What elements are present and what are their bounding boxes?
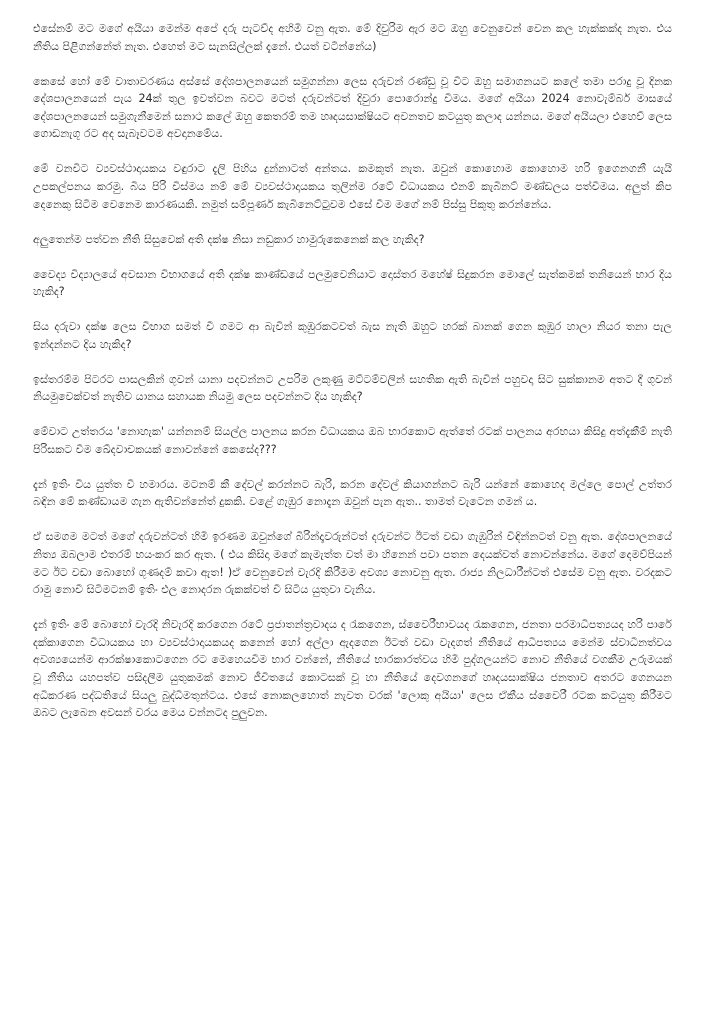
paragraph-9: දැන් ඉතිං විය යුත්ත වී හමාරය. මටනම් කී දේවල් කරන්නට බැරි, කරන දේවල් කියාගන්නට බැරි යන්නේ කොහෙද මල්ලෙ පොල් උත්තර බඳින මේ කණ්ඩායම ගැන ඇතිවන්නේත් දුකකි. වළේ ගැඹුර නොදැන ඔවුන් පැන ඇත.. තාමත් වැටෙන ගමන් ය. <box>33 477 672 509</box>
paragraph-3: මේ වනවිට ව්‍යවස්ථාදායකය වඳුරාට දැලි පිහිය දුන්නාටත් අන්තය. කමකුත් නැත. ඔවුන් කොහොම කොහොම හරි ඉගෙනගනී යැයි උපකල්පනය කරමු. බිය පිරි විස්මය නම් මේ ව්‍යවස්ථාදායකය තුලින්ම රටේ විධායකය එනම් කැබිනට් මණ්ඩලය පත්වීමය. අලුත් කිප දෙනෙකු සිටීම වෙනෙම කාරණයකි. නමුත් සම්පූර්ණ කැබිනෙට්ටුවම එසේ වීම මගේ නම් පිස්සු පිකුතු කරන්නේය. <box>33 162 672 211</box>
paragraph-11: දැන් ඉතිං මේ බොහෝ වැරදි නිවැරදි කරගෙන රටේ ප්‍රජාතන්ත්‍රවාදය ද රැකගෙන, ස්වෛරීභාවයද රැකගෙන, ජනතා පරමාධිපත්‍යයද හරි පාරේ දක්කාගෙන විධායකය හා ව්‍යවස්ථාදායකයද කනෙන් හෝ අල්ලා ඇදගෙන ඊටත් වඩා වැදගත් නීතියේ ආධිපත්‍යය මෙන්ම ස්වාධීනත්වය අවශ්‍යයෙන්ම ආරක්ෂාකොටගෙන රට මෙහෙයවීම භාර වන්නේ, නීතියේ භාරකාරත්වය හිමි පුද්ගලයන්ට නොව නීතියේ වගකීම උරුමයක් වූ නීතිය යහපත්ව පසිදලීම යුතුකමක් නොව ජීවිතයේ කොටසක් වූ හා නීතියේ දෙවගනගේ හෘදයසාක්ෂිය ජනතාව අතරට ගෙනයන අධිකරණ පද්ධතියේ සියලු බුද්ධිමතුන්ටය. එසේ නොකලහොත් නැවත වරක් 'ලොකු අයියා' ලෙස ඒකීය ස්වෛරී රටක කටයුතු කිරීමට ඔබට ලැබෙන අවසන් වරය මෙය වන්නටද පුලුවන. <box>33 618 672 720</box>
paragraph-10: ඒ සමගම මටත් මගේ දරුවන්ටත් හිමි ඉරණම ඔවුන්ගේ බිරින්දෑවරුන්ටත් දරුවන්ට ඊටත් වඩා ගැඹුරින් විඳින්නටත් වනු ඇත. දේශපාලනයේ නිත්‍ය ඔබලාම එතරම් භයංකර කර ඇත. ( එය කිසිදා මගේ කැමැත්ත වත් මා හිනෙන් පවා පතන දෙයක්වත් නොවන්නේය. මගේ දෙමව්පියන් මට ඊට වඩා බොහෝ ගුණදම් කවා ඇත! )ඒ වෙනුවෙන් වැරදි කිරීමම අවශ්‍ය නොවනු ඇත. රාජ්‍ය නිලධාරීන්ටත් එසේම වනු ඇත. වරදකට රාමු නොවී සිටීමටනම් ඉතිං එල නොදරන රුකක්වත් වී සිටිය යුතුවා වැනිය. <box>33 530 672 597</box>
paragraph-7: ඉස්තරම්ම පිටරට පාසලකින් ගුවන් යානා පදවන්නට උපරිම ලකුණු මට්ටම්වලින් සහතික ඇති බැවින් පහුවදා සිට සුක්කානම අතට දී ගුවන් නියමුවෙක්වත් නැතිව යානය සහායක නියමු ලෙස පදවන්නට දිය හැකිද? <box>33 372 672 404</box>
paragraph-5: වෛද්‍ය විද්‍යාලයේ අවසාන විභාගයේ අති දක්ෂ කාණ්ඩයේ පලමුවෙනියාට දොස්තර මහේෂ් සිදුකරන මොලේ සැත්කමක් තනියෙන් භාර දිය හැකිද? <box>33 267 672 299</box>
paragraph-1: එසේනම් මට මගේ අයියා මෙන්ම අපේ දරු පැටව්ද අහිමි වනු ඇත. මේ දිවුරිම ඇර මට ඔහු වෙනුවෙන් වෙන කල හැක්කක්ද නැත. එය නීතිය පිළිගන්නේත් නැත. එහෙත් මට සැනසිල්ලක් දැනේ. එයත් වටින්නේය) <box>33 22 672 53</box>
paragraph-4: අලුතෙන්ම පත්වන නීති සිසුවෙක් අති දක්ෂ නිසා නඩුකාර හාමුරුකෙනෙක් කල හැකිද? <box>33 232 425 246</box>
paragraph-8: මේවාට උත්තරය 'නොහැක' යන්නනම් සියල්ල පාලනය කරන විධායකය ඔබ භාරකොට ඇත්තේ රටක් පාලනය අරභයා කිසිදු අත්දැකීම් නැති පිරිසකට වීම ඛේදවාචකයක් නොවන්නේ කෙසේද??? <box>33 425 672 456</box>
paragraph-6: සිය දරුවා දක්ෂ ලෙස විභාග සමත් වී ගමට ආ බැවින් කුඹුරකටවත් බැස නැති ඔහුට හරක් බානක් ගෙන කුඹුර හාලා නියර තනා පැල ඉන්දන්නට දිය හැකිද? <box>33 320 672 351</box>
paragraph-2: කෙසේ හෝ මේ වාතාවරණය අස්සේ දේශපාලනයෙන් සමුගන්නා ලෙස දරුවන් රණ්ඩු වූ විට ඔහු සමාගනයට කලේ තමා පරාදු වූ දිනක දේශපාලනයෙන් පැය 24ක් තුල ඉවත්වන බවට මටත් දරුවන්ටත් දිවුරා පොරොන්දු වීමය. මගේ අයියා 2024 නොවැම්බර් මාසයේ දේශපාලනයෙන් සමුගැනීමෙන් සනාථ කලේ ඔහු කෙතරම් තම හෘදයසාක්ෂියට අවනතව කටයුතු කලාද යන්නය. මගේ අයියලා එහෙව් ලෙස ගොඩනැගූ රට අද සැබෑවටම අවදානමේය. <box>33 74 672 141</box>
